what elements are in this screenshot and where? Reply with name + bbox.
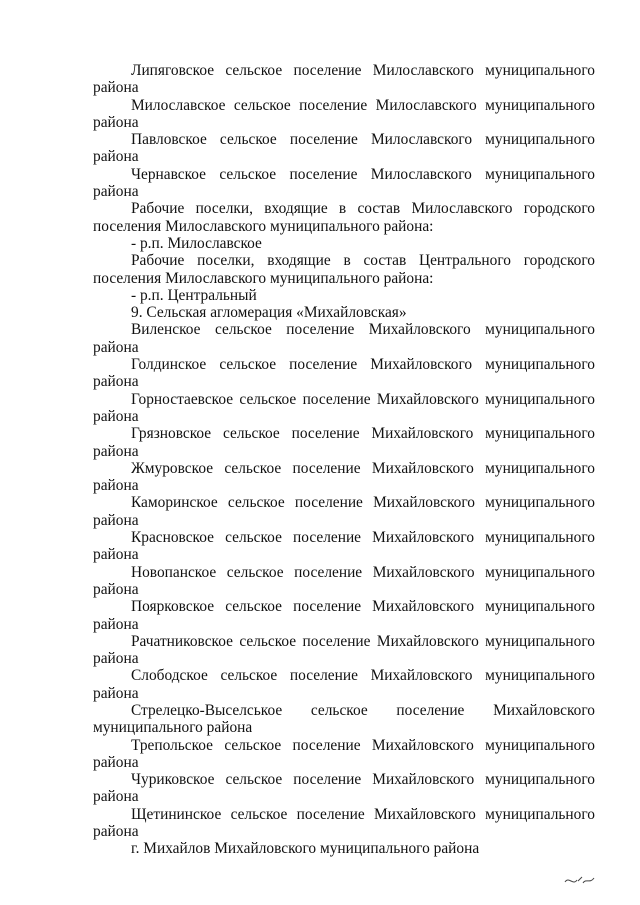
list-item-rp-miloslavskoe: - р.п. Милославское [131,234,262,252]
paragraph-zhmurovskoe: Жмуровское сельское поселение Михайловского муниципального района [93,459,595,495]
paragraph-lipyagovskoe: Липяговское сельское поселение Милославского муниципального района [93,62,595,97]
section-heading-mikhaylovskaya: 9. Сельская агломерация «Михайловская» [131,304,407,322]
document-body [93,62,595,858]
list-item-rp-centralny: - р.п. Центральный [131,286,257,304]
paragraph-goldinskoe: Голдинское сельское поселение Михайловского муниципального района [93,356,595,391]
paragraph-churikovskoe: Чуриковское сельское поселение Михайловского муниципального района [93,771,595,806]
paragraph-krasnovskoe: Красновское сельское поселение Михайловского муниципального района [93,529,595,564]
paragraph-trepolskoe: Трепольское сельское поселение Михайловского муниципального района [93,736,595,771]
paragraph-workers-settlements-miloslavsky: Рабочие поселки, входящие в состав Милославского городского поселения Милославского муниципального района: [93,200,595,235]
paragraph-miloslavskoe: Милославское сельское поселение Милославского муниципального района [93,96,595,131]
paragraph-pavlovskoe: Павловское сельское поселение Милославского муниципального района [93,131,595,166]
paragraph-g-mikhaylov: г. Михайлов Михайловского муниципального района [131,840,480,858]
paragraph-novopanskoe: Новопанское сельское поселение Михайловского муниципального района [93,563,595,598]
paragraph-rachatnikovskoe: Рачатниковское сельское поселение Михайловского муниципального района [93,632,595,668]
paragraph-vilenskoe: Виленское сельское поселение Михайловского муниципального района [93,321,595,356]
paragraph-shchetininskoe: Щетининское сельское поселение Михайловского муниципального района [93,805,595,841]
paragraph-gryaznovskoe: Грязновское сельское поселение Михайловского муниципального района [93,425,595,460]
paragraph-gornostaevskoe: Горностаевское сельское поселение Михайловского муниципального района [93,390,595,425]
paragraph-workers-settlements-central: Рабочие поселки, входящие в состав Центрального городского поселения Милославского муниципального района: [93,252,595,287]
paragraph-slobodskoe: Слободское сельское поселение Михайловского муниципального района [93,667,595,702]
paragraph-chernavskoe: Чернавское сельское поселение Милославского муниципального района [93,165,595,201]
paragraph-kamorinskoe: Каморинское сельское поселение Михайловского муниципального района [93,494,595,529]
paragraph-streletsko-vyselskoe: Стрелецко-Выселськое сельское поселение Михайловского муниципального района [93,701,595,737]
paragraph-poyarkovskoe: Поярковское сельское поселение Михайловского муниципального района [93,598,595,633]
handwritten-initial-mark [563,872,597,888]
